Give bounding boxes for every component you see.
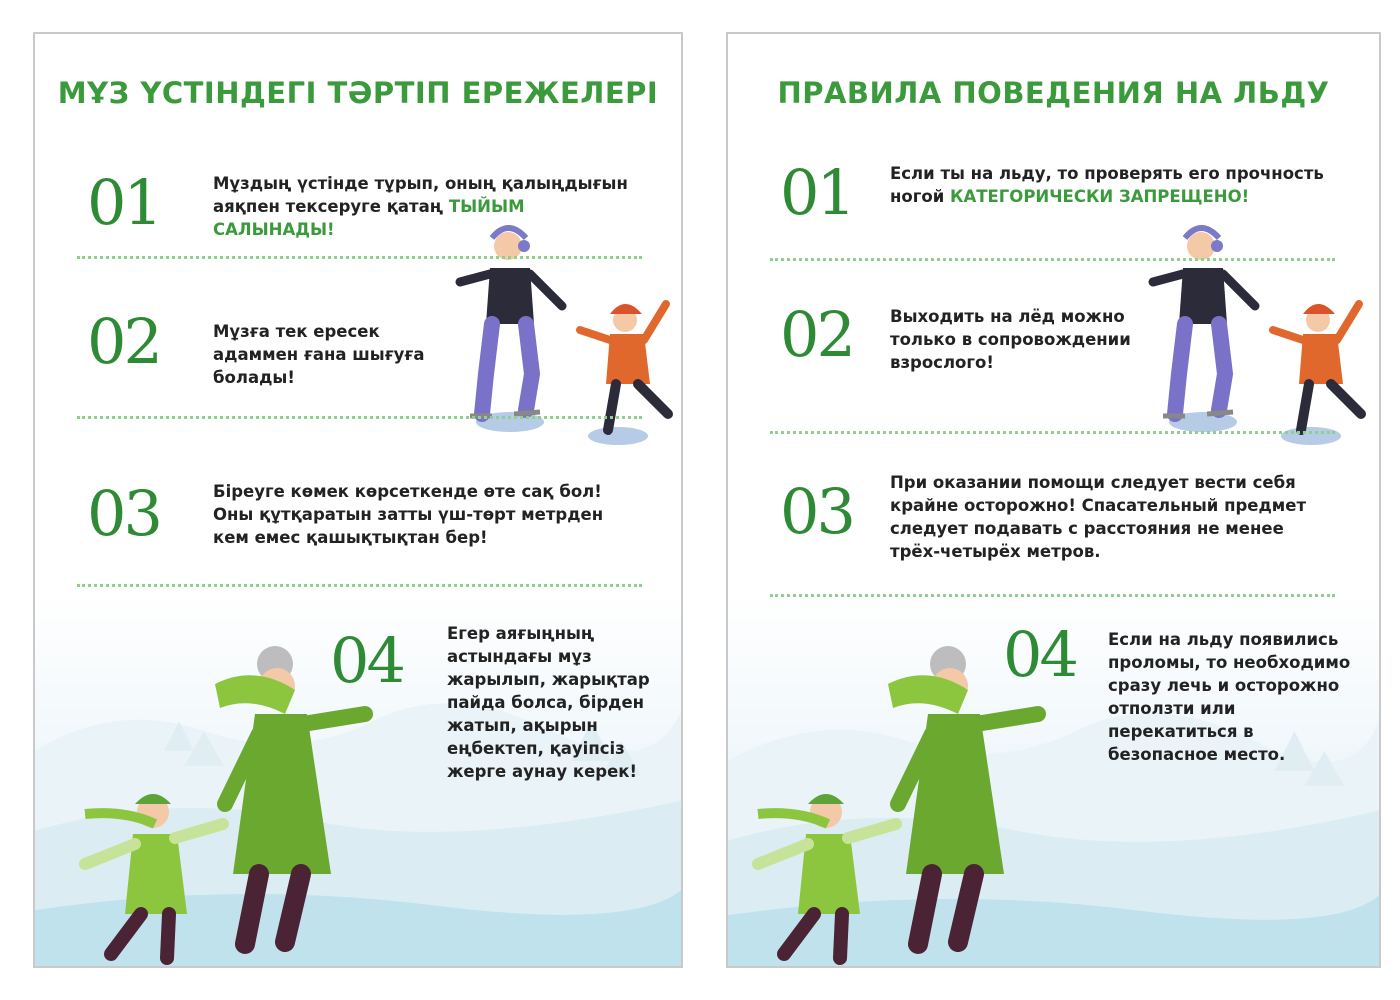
dotted-separator bbox=[770, 594, 1335, 597]
rule-number: 01 bbox=[780, 156, 853, 229]
rule-text: Біреуге көмек көрсеткенде өте сақ бол! Оны құтқаратын затты үш-төрт метрден кем емес қашықтықтан бер! bbox=[213, 482, 604, 547]
rule-number: 02 bbox=[87, 305, 160, 378]
dotted-separator bbox=[77, 256, 642, 259]
rule-number: 04 bbox=[330, 624, 403, 697]
dotted-separator bbox=[770, 258, 1335, 261]
rule-text-main: Мұздың үстінде тұрып, оның қалыңдығын аяқпен тексеруге қатаң bbox=[213, 174, 628, 216]
poster-title: МҰЗ ҮСТІНДЕГІ ТӘРТІП ЕРЕЖЕЛЕРІ bbox=[57, 76, 659, 110]
rule-number: 03 bbox=[780, 475, 853, 548]
dotted-separator bbox=[77, 416, 642, 419]
rule-number: 03 bbox=[87, 477, 160, 550]
rule-text: Егер аяғыңның астындағы мұз жарылып, жарықтар пайда болса, бірден жатып, ақырын еңбектеп, қауіпсіз жерге аунау керек! bbox=[447, 624, 650, 781]
rule-text: При оказании помощи следует вести себя крайне осторожно! Спасательный предмет следует подавать с расстояния не менее трёх-четырёх метров. bbox=[890, 473, 1307, 561]
rule-text bbox=[213, 172, 643, 241]
rule-text bbox=[890, 162, 1350, 208]
rule-warning-highlight: КАТЕГОРИЧЕСКИ ЗАПРЕЩЕНО! bbox=[950, 187, 1250, 206]
rule-warning-highlight: ТЫЙЫМ САЛЫНАДЫ! bbox=[213, 197, 525, 239]
poster-kazakh bbox=[33, 32, 683, 968]
rule-text: Выходить на лёд можно только в сопровождении взрослого! bbox=[890, 307, 1131, 372]
poster-russian bbox=[726, 32, 1381, 968]
rule-text: Мұзға тек ересек адаммен ғана шығуға болады! bbox=[213, 322, 425, 387]
rule-text: Если на льду появились проломы, то необходимо сразу лечь и осторожно отползти или перекатиться в безопасное место. bbox=[1108, 630, 1351, 764]
rule-text-main: Если ты на льду, то проверять его прочность ногой bbox=[890, 164, 1324, 206]
poster-title: ПРАВИЛА ПОВЕДЕНИЯ НА ЛЬДУ bbox=[777, 76, 1330, 110]
rule-number: 01 bbox=[87, 166, 160, 239]
dotted-separator bbox=[770, 431, 1335, 434]
rule-number: 04 bbox=[1003, 618, 1076, 691]
rule-number: 02 bbox=[780, 298, 853, 371]
dotted-separator bbox=[77, 584, 642, 587]
